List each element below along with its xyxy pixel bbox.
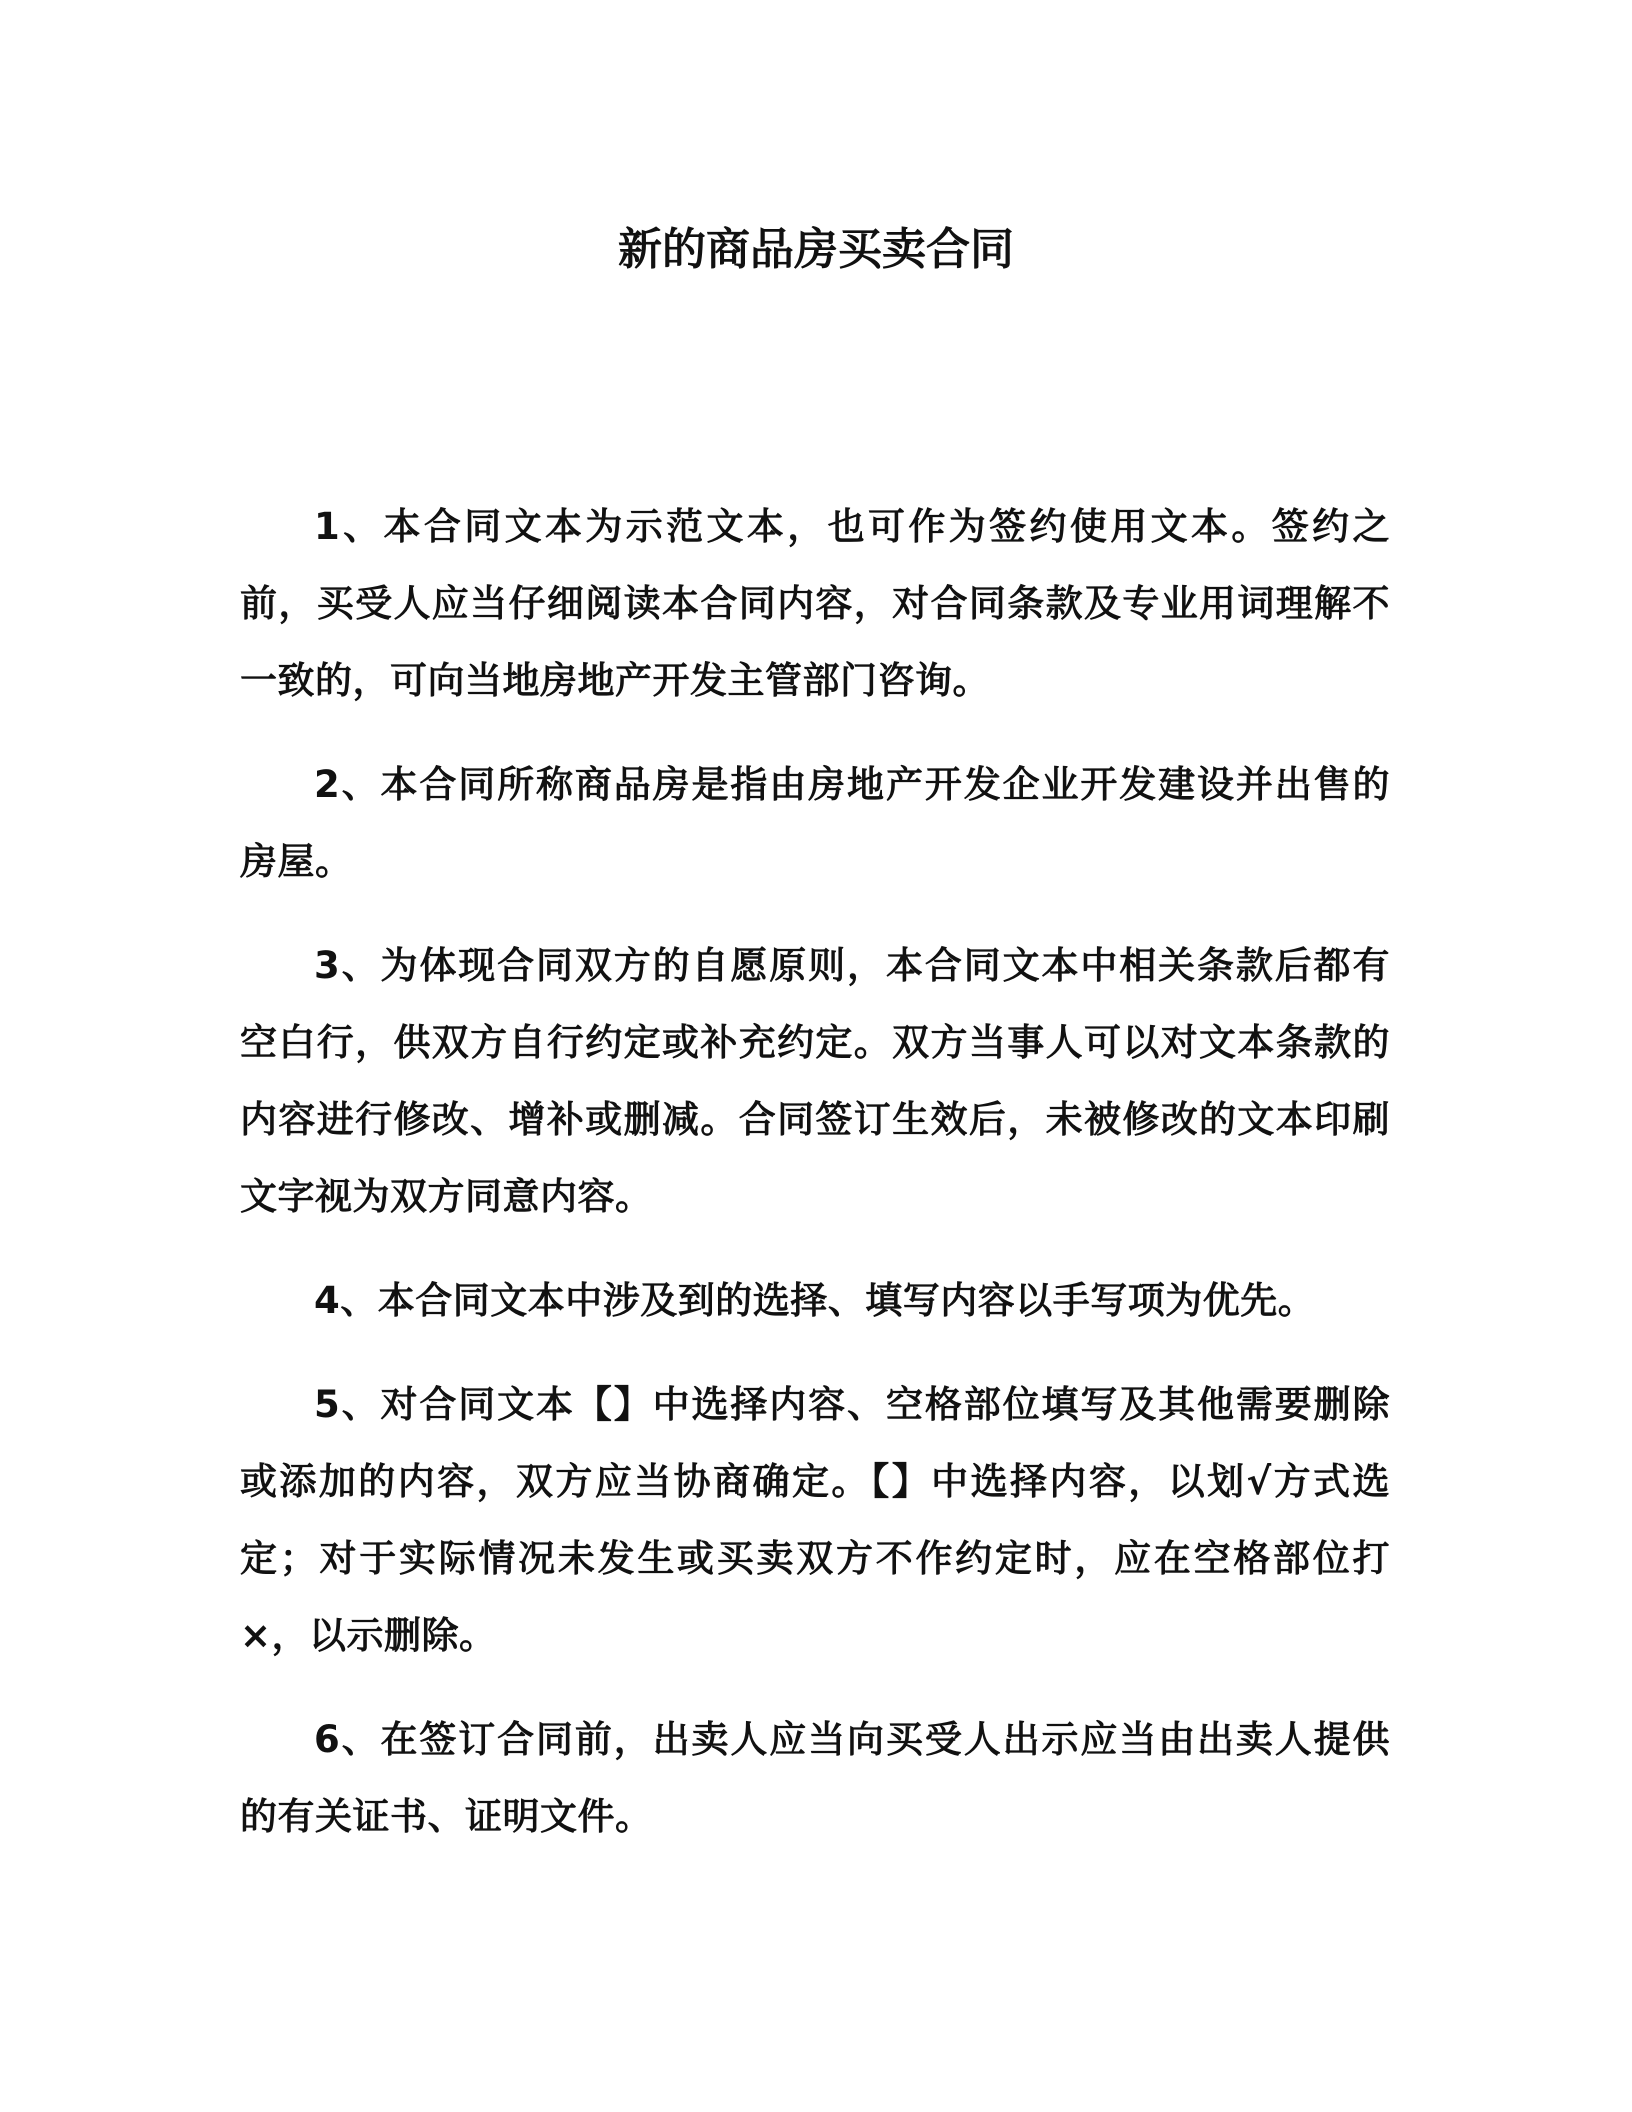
paragraph-1: 1、本合同文本为示范文本，也可作为签约使用文本。签约之前，买受人应当仔细阅读本合同内容，对合同条款及专业用词理解不一致的，可向当地房地产开发主管部门咨询。 (240, 505, 1390, 702)
document-title: 新的商品房买卖合同 (618, 224, 1014, 275)
paragraph-4: 4、本合同文本中涉及到的选择、填写内容以手写项为优先。 (314, 1279, 1316, 1322)
paragraph-6: 6、在签订合同前，出卖人应当向买受人出示应当由出卖人提供的有关证书、证明文件。 (240, 1718, 1390, 1838)
paragraph-3: 3、为体现合同双方的自愿原则，本合同文本中相关条款后都有空白行，供双方自行约定或补充约定。双方当事人可以对文本条款的内容进行修改、增补或删减。合同签订生效后，未被修改的文本印刷文字视为双方同意内容。 (240, 944, 1390, 1218)
paragraph-2: 2、本合同所称商品房是指由房地产开发企业开发建设并出售的房屋。 (240, 763, 1390, 883)
document-body (240, 488, 1390, 1882)
paragraph-5: 5、对合同文本【】中选择内容、空格部位填写及其他需要删除或添加的内容，双方应当协商确定。【】中选择内容，以划√方式选定；对于实际情况未发生或买卖双方不作约定时，应在空格部位打×，以示删除。 (240, 1383, 1390, 1657)
